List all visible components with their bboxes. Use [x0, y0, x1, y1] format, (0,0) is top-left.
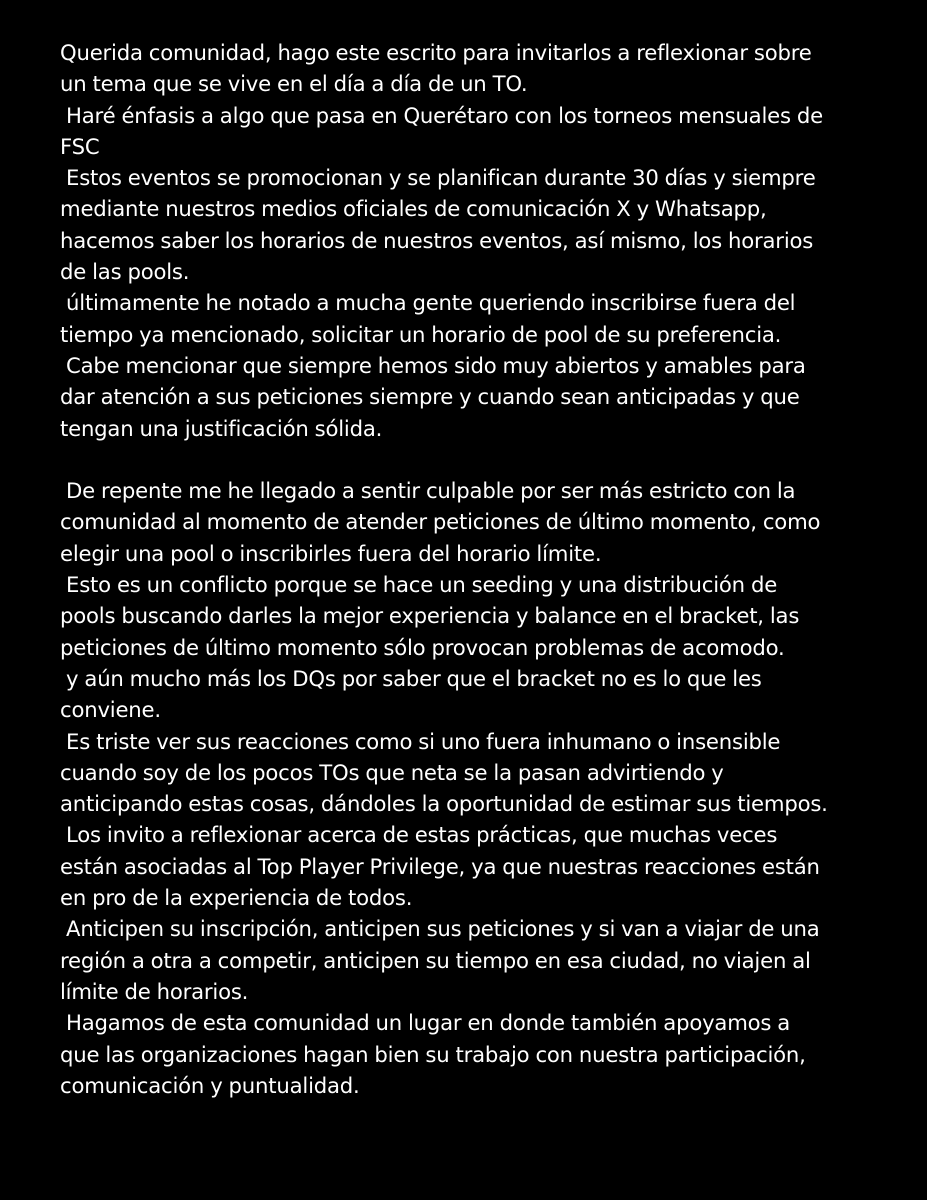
text-line: Los invito a reflexionar acerca de estas prácticas, que muchas veces: [60, 822, 778, 848]
text-line: Es triste ver sus reacciones como si uno fuera inhumano o insensible: [60, 728, 781, 754]
text-line: de las pools.: [60, 259, 190, 285]
text-line: Esto es un conflicto porque se hace un seeding y una distribución de: [60, 572, 778, 598]
text-line: Cabe mencionar que siempre hemos sido muy abiertos y amables para: [60, 352, 806, 378]
text-line: conviene.: [60, 697, 161, 723]
text-line: Haré énfasis a algo que pasa en Querétaro con los torneos mensuales de: [60, 102, 823, 128]
text-line: cuando soy de los pocos TOs que neta se la pasan advirtiendo y: [60, 759, 724, 785]
text-line: Hagamos de esta comunidad un lugar en donde también apoyamos a: [60, 1010, 791, 1036]
text-line: hacemos saber los horarios de nuestros eventos, así mismo, los horarios: [60, 227, 814, 253]
text-line: Querida comunidad, hago este escrito para invitarlos a reflexionar sobre: [60, 40, 812, 65]
text-line: peticiones de último momento sólo provocan problemas de acomodo.: [60, 634, 785, 660]
text-line: últimamente he notado a mucha gente queriendo inscribirse fuera del: [60, 290, 796, 316]
text-line: tengan una justificación sólida.: [60, 415, 383, 441]
text-line: que las organizaciones hagan bien su trabajo con nuestra participación,: [60, 1041, 806, 1067]
text-line: elegir una pool o inscribirles fuera del horario límite.: [60, 540, 602, 566]
paragraph-spacer: [60, 444, 872, 475]
text-line: De repente me he llegado a sentir culpable por ser más estricto con la: [60, 478, 796, 504]
text-line: comunidad al momento de atender peticiones de último momento, como: [60, 509, 821, 535]
text-line: límite de horarios.: [60, 978, 249, 1004]
text-line: región a otra a competir, anticipen su tiempo en esa ciudad, no viajen al: [60, 947, 811, 973]
text-line: FSC: [60, 133, 100, 159]
text-line: mediante nuestros medios oficiales de comunicación X y Whatsapp,: [60, 196, 767, 222]
text-line: anticipando estas cosas, dándoles la oportunidad de estimar sus tiempos.: [60, 791, 828, 817]
text-line: pools buscando darles la mejor experiencia y balance en el bracket, las: [60, 603, 800, 629]
text-line: comunicación y puntualidad.: [60, 1072, 360, 1098]
text-line: un tema que se vive en el día a día de un TO.: [60, 71, 528, 97]
text-line: dar atención a sus peticiones siempre y cuando sean anticipadas y que: [60, 384, 800, 410]
document-body: [60, 37, 872, 1101]
text-line: Estos eventos se promocionan y se planifican durante 30 días y siempre: [60, 165, 816, 191]
text-line: están asociadas al Top Player Privilege, ya que nuestras reacciones están: [60, 853, 820, 879]
text-line: y aún mucho más los DQs por saber que el bracket no es lo que les: [60, 665, 762, 691]
text-line: Anticipen su inscripción, anticipen sus peticiones y si van a viajar de una: [60, 916, 820, 942]
text-line: en pro de la experiencia de todos.: [60, 885, 413, 911]
text-line: tiempo ya mencionado, solicitar un horario de pool de su preferencia.: [60, 321, 782, 347]
